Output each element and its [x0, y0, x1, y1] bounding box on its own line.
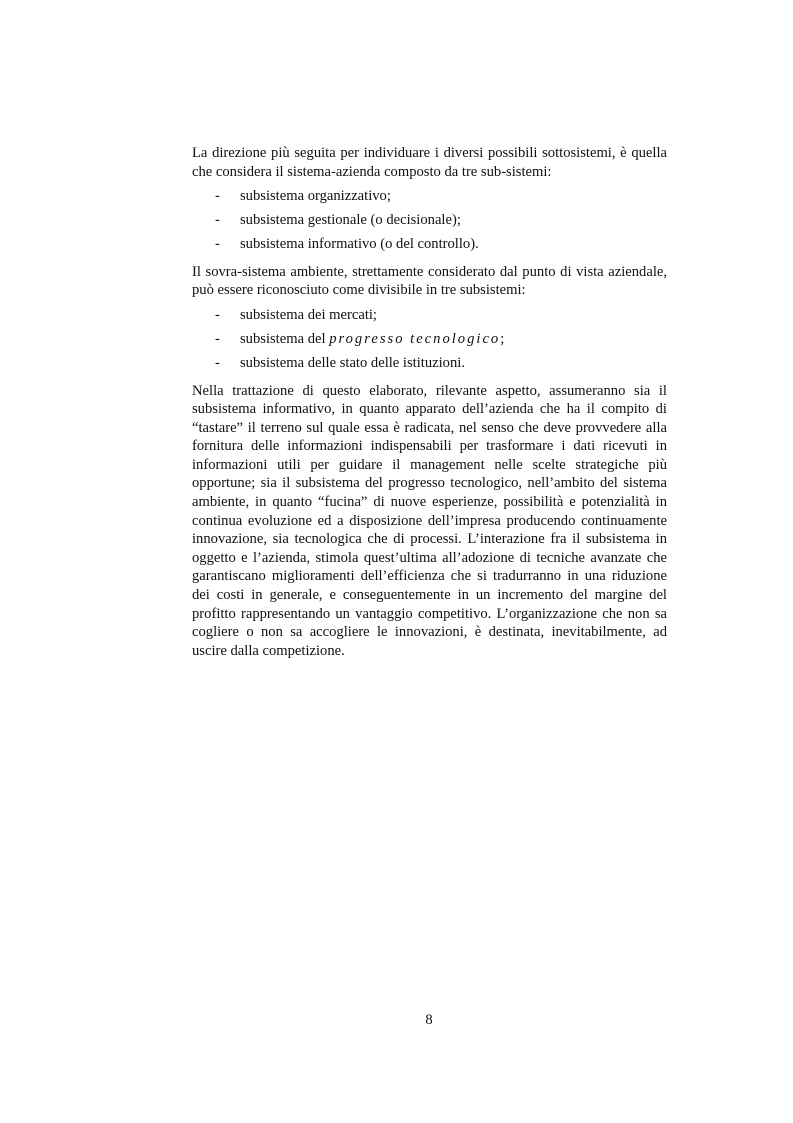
- list-item-text: subsistema dei mercati;: [240, 306, 377, 323]
- dash-bullet: -: [215, 330, 220, 347]
- intro-paragraph: La direzione più seguita per individuare i diversi possibili sottosistemi, è quella che considera il sistema-azienda composto da tre sub-sistemi:: [192, 145, 667, 180]
- list-item: [192, 187, 667, 206]
- list-item-text: subsistema gestionale (o decisionale);: [240, 212, 461, 229]
- dash-bullet: -: [215, 306, 220, 323]
- main-paragraph: Nella trattazione di questo elaborato, rilevante aspetto, assumeranno sia il subsistema informativo, in quanto apparato dell’azienda che ha il compito di “tastare” il terreno sul quale essa è radicata, nel senso che deve provvedere alla fornitura delle informazioni indispensabili per trasformare i dati ricevuti in informazioni utili per guidare il management nelle scelte strategiche più opportune; sia il subsistema del progresso tecnologico, nell’ambito del sistema ambiente, in quanto “fucina” di nuove esperienze, possibilità e potenzialità in continua evoluzione ed a disposizione dell’impresa producendo continuamente innovazione, sia tecnologica che di processi. L’interazione fra il subsistema in oggetto e l’azienda, stimola quest’ultima all’adozione di tecniche avanzate che garantiscano miglioramenti dell’efficienza che si tradurranno in una riduzione dei costi in generale, e conseguentemente in un incremento del margine del profitto rappresentando un vantaggio competitivo. L’organizzazione che non sa cogliere o non sa accogliere le innovazioni, è destinata, inevitabilmente, ad uscire dalla competizione.: [192, 382, 667, 659]
- dash-bullet: -: [215, 354, 220, 371]
- emphasized-term: progresso tecnologico: [329, 330, 501, 347]
- list-item: [192, 235, 667, 254]
- list-item: [192, 306, 667, 325]
- body-text: [192, 144, 667, 660]
- list-item-text-prefix: subsistema del: [240, 330, 330, 347]
- list-item: [192, 211, 667, 230]
- page-number: 8: [425, 1012, 433, 1028]
- subsystems-list: [192, 187, 667, 254]
- environment-list: [192, 306, 667, 373]
- list-item: [192, 330, 667, 349]
- dash-bullet: -: [215, 188, 220, 205]
- list-item-text: subsistema delle stato delle istituzioni.: [240, 354, 465, 371]
- dash-bullet: -: [215, 212, 220, 229]
- list-item: [192, 354, 667, 373]
- environment-paragraph: Il sovra-sistema ambiente, strettamente considerato dal punto di vista aziendale, può essere riconosciuto come divisibile in tre subsistemi:: [192, 263, 667, 299]
- list-item-text: subsistema informativo (o del controllo).: [240, 236, 479, 253]
- list-item-text-suffix: ;: [500, 330, 505, 347]
- dash-bullet: -: [215, 236, 220, 253]
- list-item-text: subsistema organizzativo;: [240, 188, 391, 205]
